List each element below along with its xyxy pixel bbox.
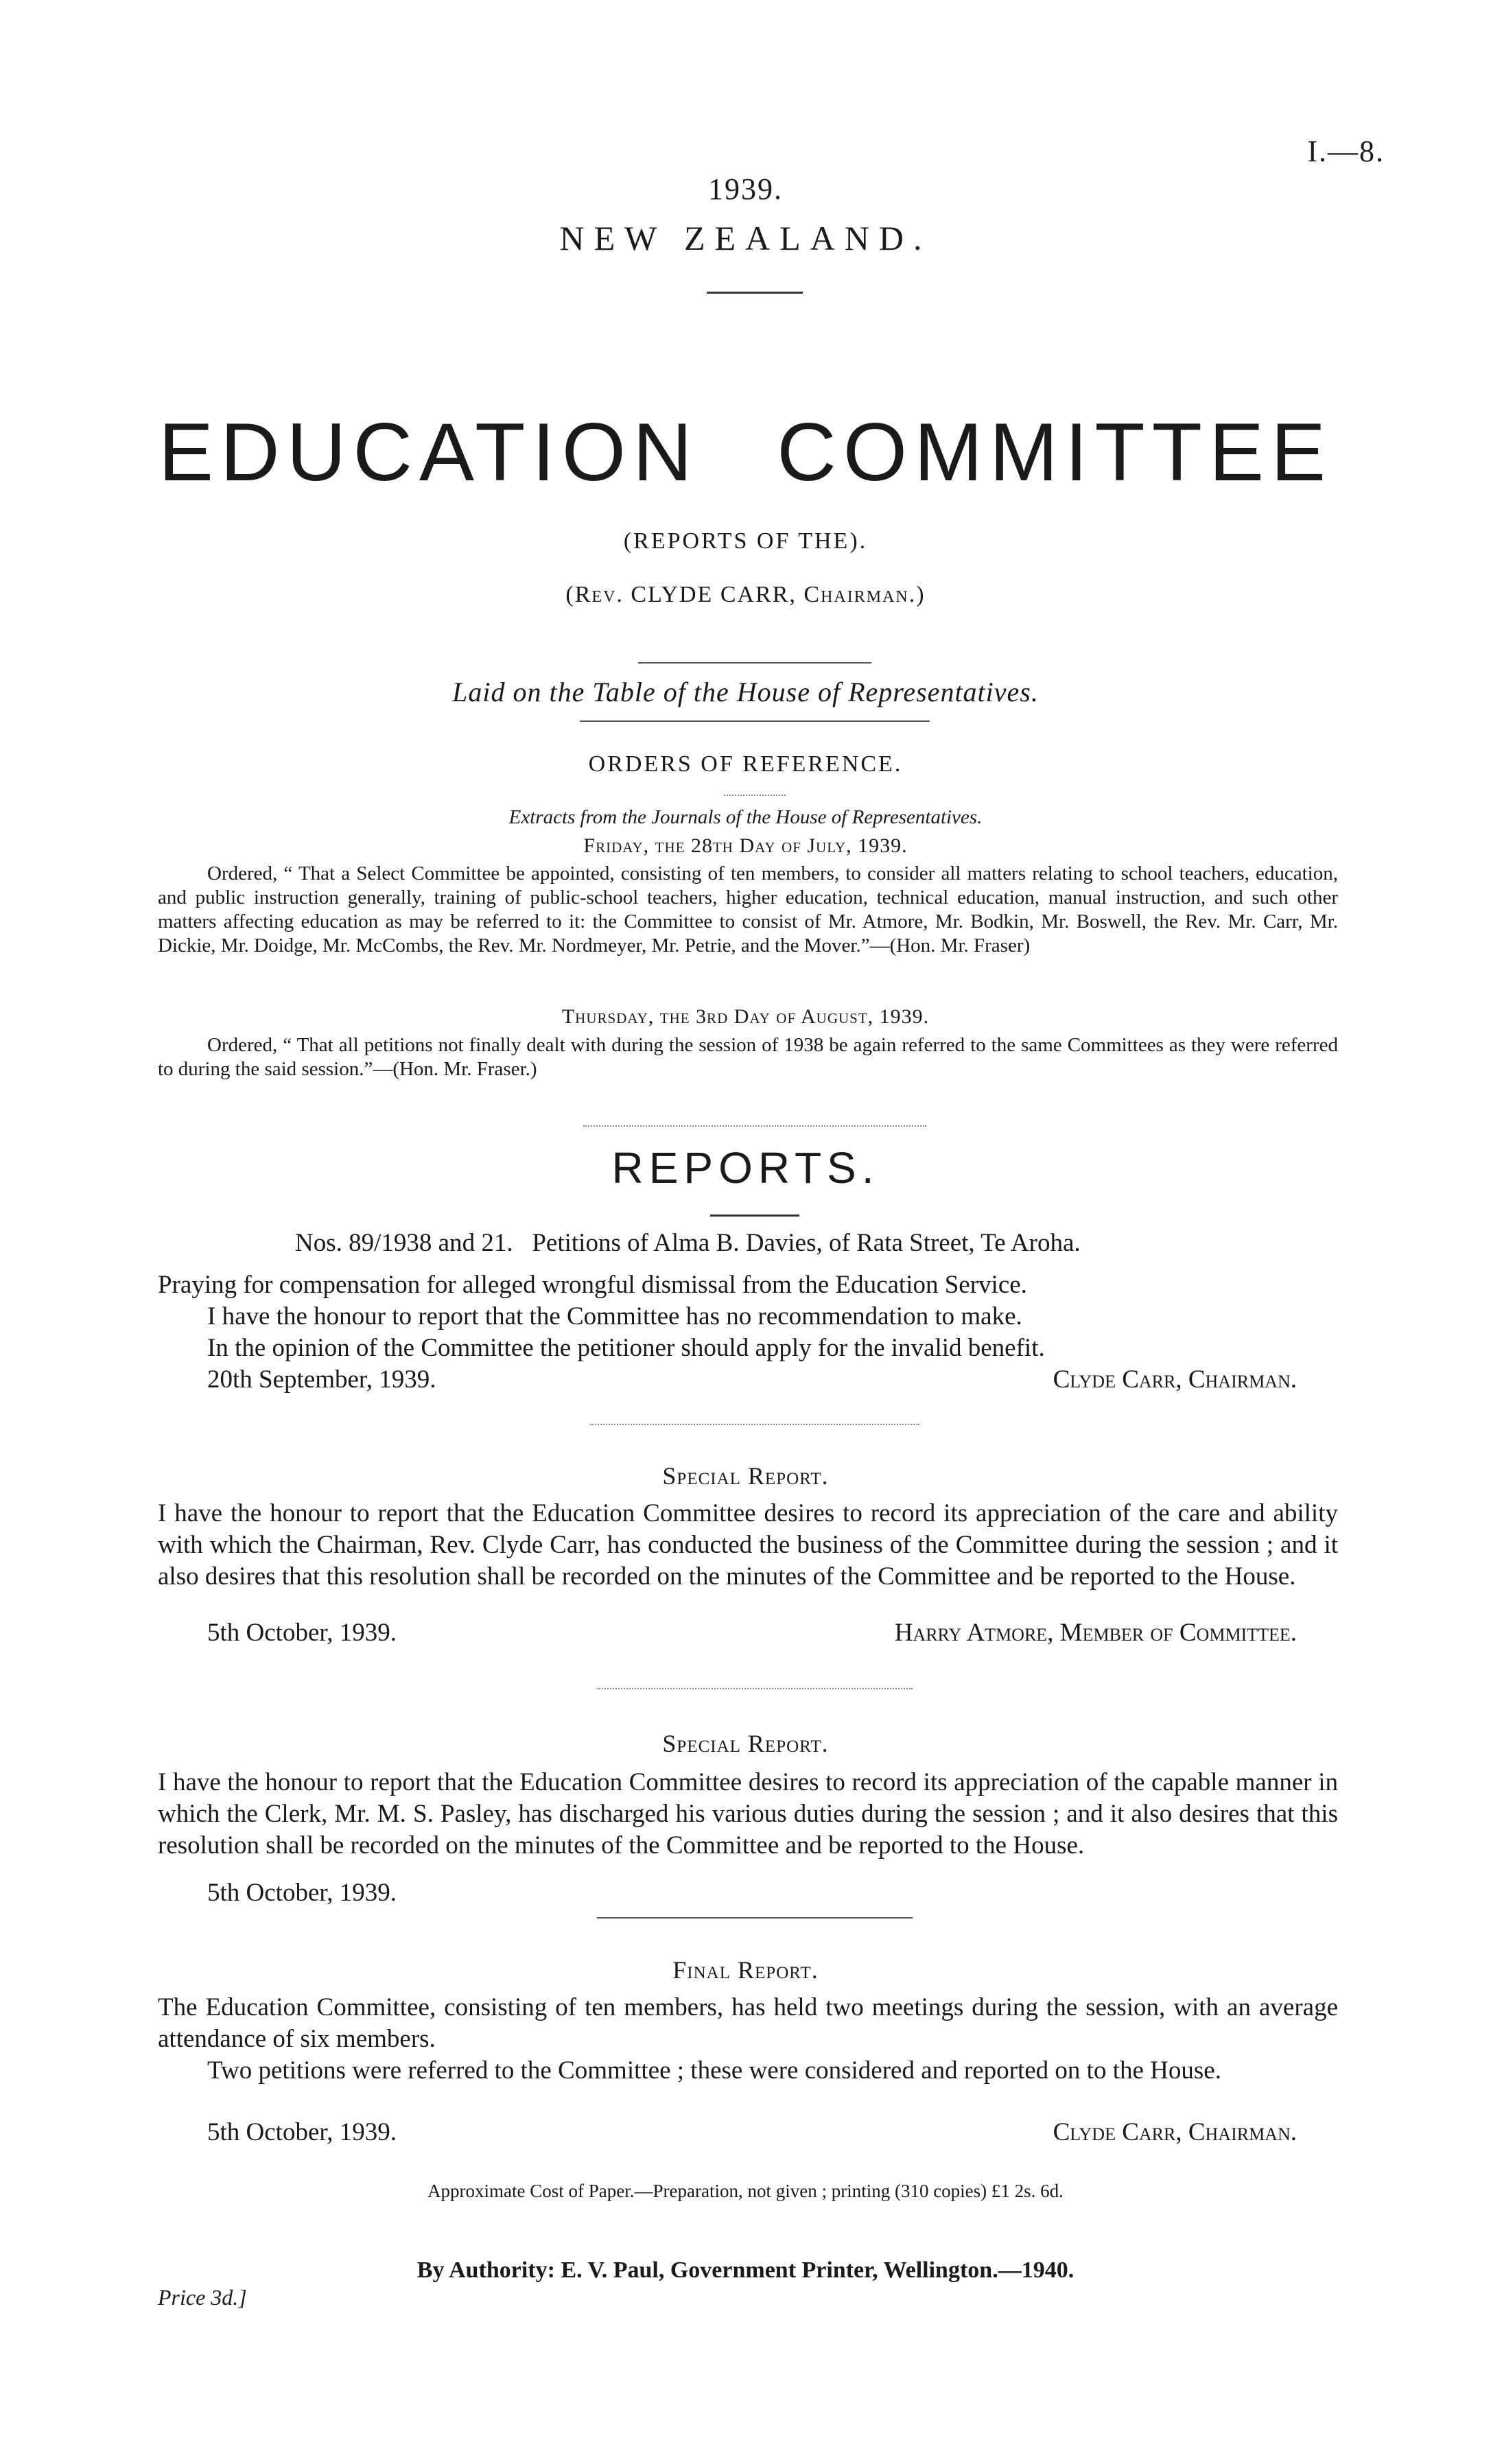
- price: Price 3d.]: [158, 2285, 247, 2310]
- laid-on-table: Laid on the Table of the House of Representatives.: [452, 677, 1039, 707]
- petition-line-2: I have the honour to report that the Committee has no recommendation to make.: [207, 1302, 1022, 1330]
- final-report-date: 5th October, 1939.: [207, 2118, 397, 2146]
- final-report-text-1: The Education Committee, consisting of ten members, has held two meetings during the session, with an average attendance of six members.: [158, 1993, 1338, 2053]
- special-report-2-text: I have the honour to report that the Education Committee desires to record its appreciation of the capable manner in which the Clerk, Mr. M. S. Pasley, has discharged his various duties during the session ; and it also desires that this resolution shall be recorded on the minutes of the Committee and be reported to the House.: [158, 1768, 1338, 1859]
- rule-6: [590, 1424, 919, 1425]
- special-report-1-heading: Special Report.: [662, 1462, 829, 1490]
- journal-extracts: Extracts from the Journals of the House of Representatives.: [508, 806, 983, 828]
- special-report-1-date: 5th October, 1939.: [207, 1619, 397, 1647]
- order-date-2: Thursday, the 3rd Day of August, 1939.: [561, 1005, 930, 1028]
- orders-heading: ORDERS OF REFERENCE.: [588, 751, 903, 777]
- header-rule: [707, 292, 803, 294]
- petition-text: Praying for compensation for alleged wrongful dismissal from the Education Service.: [158, 1271, 1027, 1299]
- final-report-signature: Clyde Carr, Chairman.: [1053, 2118, 1297, 2146]
- order-2: Ordered, “ That all petitions not finally dealt with during the session of 1938 be again referred to the same Committees as they were referred to during the said session.”—(Hon. Mr. Fraser.): [158, 1034, 1338, 1080]
- reports-heading: REPORTS.: [611, 1143, 880, 1193]
- petition-date: 20th September, 1939.: [207, 1365, 436, 1394]
- special-report-2-heading: Special Report.: [662, 1730, 829, 1757]
- year: 1939.: [708, 172, 783, 206]
- final-report-heading: Final Report.: [672, 1956, 819, 1984]
- petition-title: Nos. 89/1938 and 21. Petitions of Alma B. Davies, of Rata Street, Te Aroha.: [295, 1229, 1081, 1257]
- government-authority: By Authority: E. V. Paul, Government Printer, Wellington.—1940.: [416, 2257, 1075, 2283]
- rule-4: [583, 1125, 926, 1127]
- special-report-1-signature: Harry Atmore, Member of Committee.: [894, 1619, 1297, 1647]
- page-title: EDUCATION COMMITTEE: [158, 406, 1333, 498]
- rule-7: [597, 1688, 913, 1689]
- special-report-1-text: I have the honour to report that the Education Committee desires to record its appreciation of the care and ability with which the Chairman, Rev. Clyde Carr, has conducted the business of the Committee during the session ; and it also desires that this resolution shall be recorded on the minutes of the Committee and be reported to the House.: [158, 1499, 1338, 1591]
- document-code: I.—8.: [1307, 134, 1385, 168]
- order-1: Ordered, “ That a Select Committee be appointed, consisting of ten members, to consider all matters relating to school teachers, education, and public instruction generally, training of public-school teachers, higher education, technical education, manual instruction, and such other matters affecting education as may be referred to it: the Committee to consist of Mr. Atmore, Mr. Bodkin, Mr. Boswell, the Rev. Mr. Carr, Mr. Dickie, Mr. Doidge, Mr. McCombs, the Rev. Mr. Nordmeyer, Mr. Petrie, and the Mover.”—(Hon. Mr. Fraser): [158, 863, 1338, 957]
- country-title: NEW ZEALAND.: [559, 219, 932, 257]
- petition-line-3: In the opinion of the Committee the petitioner should apply for the invalid benefit.: [207, 1334, 1045, 1362]
- cost-note: Approximate Cost of Paper.—Preparation, not given ; printing (310 copies) £1 2s. 6d.: [427, 2181, 1064, 2201]
- rule-3: [724, 795, 786, 796]
- rule-8: [597, 1917, 913, 1919]
- chairman-line: (Rev. CLYDE CARR, Chairman.): [565, 582, 926, 607]
- rule-1: [638, 662, 871, 664]
- special-report-2-date: 5th October, 1939.: [207, 1879, 397, 1907]
- order-date-1: Friday, the 28th Day of July, 1939.: [583, 834, 908, 857]
- final-report-text-2: Two petitions were referred to the Committee ; these were considered and reported on to the House.: [207, 2056, 1221, 2085]
- rule-2: [580, 720, 930, 722]
- petition-signature: Clyde Carr, Chairman.: [1053, 1365, 1297, 1394]
- page-subtitle: (REPORTS OF THE).: [623, 528, 868, 554]
- rule-5: [710, 1215, 799, 1217]
